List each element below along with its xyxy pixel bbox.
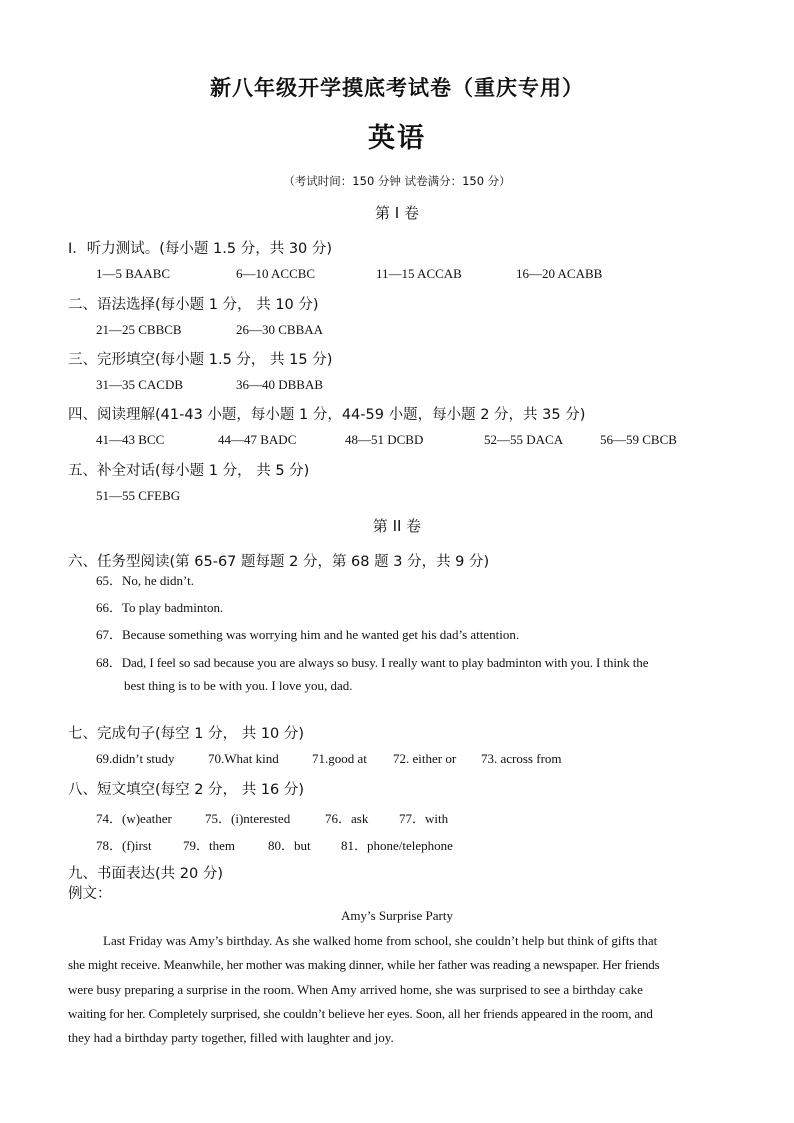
section-8-answer: 74．(w)eather xyxy=(96,811,172,826)
section-6-answer: 66．To play badminton. xyxy=(96,600,224,615)
section-8-answer: 76．ask xyxy=(325,811,369,826)
section-5-heading: 五、补全对话(每小题 1 分， 共 5 分) xyxy=(68,463,310,479)
section-1-answer: 6—10 ACCBC xyxy=(236,266,316,281)
section-9-heading: 九、书面表达(共 20 分) xyxy=(68,866,223,882)
section-7-answer: 70.What kind xyxy=(208,751,279,766)
section-2-answer: 21—25 CBBCB xyxy=(96,322,182,337)
section-3-heading: 三、完形填空(每小题 1.5 分， 共 15 分) xyxy=(68,352,333,368)
exam-info: （考试时间：150 分钟 试卷满分：150 分） xyxy=(283,174,511,188)
section-6-answer: 65．No, he didn’t. xyxy=(96,573,194,588)
essay-line: she might receive. Meanwhile, her mother was making dinner, while her father was reading a newspaper. Her friends xyxy=(68,957,660,972)
section-4-answer: 44—47 BADC xyxy=(218,432,297,447)
essay-line: Last Friday was Amy’s birthday. As she walked home from school, she couldn’t help but think of gifts that xyxy=(103,933,658,948)
section-6-answer: 68．Dad, I feel so sad because you are always so busy. I really want to play badminton with you. I think the xyxy=(96,655,649,670)
essay-line: waiting for her. Completely surprised, she couldn’t believe her eyes. Soon, all her friends appeared in the room, and xyxy=(68,1006,653,1021)
section-7-answer: 71.good at xyxy=(312,751,367,766)
volume-1-label: 第 I 卷 xyxy=(375,204,419,222)
volume-2-label: 第 II 卷 xyxy=(372,517,422,535)
section-2-answer: 26—30 CBBAA xyxy=(236,322,324,337)
section-6-heading: 六、任务型阅读(第 65-67 题每题 2 分，第 68 题 3 分，共 9 分) xyxy=(68,554,490,570)
section-8-answer: 80．but xyxy=(268,838,311,853)
section-1-answer: 1—5 BAABC xyxy=(96,266,171,281)
exam-title: 新八年级开学摸底考试卷（重庆专用） xyxy=(210,76,584,100)
section-5-answer: 51—55 CFEBG xyxy=(96,488,181,503)
section-8-answer: 78．(f)irst xyxy=(96,838,152,853)
section-8-heading: 八、短文填空(每空 2 分， 共 16 分) xyxy=(68,782,305,798)
section-4-answer: 56—59 CBCB xyxy=(600,432,677,447)
section-4-heading: 四、阅读理解(41-43 小题，每小题 1 分，44-59 小题，每小题 2 分，共 35 分) xyxy=(68,407,586,423)
section-1-answer: 11—15 ACCAB xyxy=(376,266,462,281)
example-label: 例文： xyxy=(68,886,112,902)
section-7-answer: 69.didn’t study xyxy=(96,751,175,766)
section-7-answer: 73. across from xyxy=(481,751,562,766)
essay-line: were busy preparing a surprise in the room. When Amy arrived home, she was surprised to see a birthday cake xyxy=(68,982,643,997)
section-7-heading: 七、完成句子(每空 1 分， 共 10 分) xyxy=(68,726,305,742)
essay-title: Amy’s Surprise Party xyxy=(341,908,453,923)
section-4-answer: 48—51 DCBD xyxy=(345,432,424,447)
section-3-answer: 31—35 CACDB xyxy=(96,377,184,392)
section-6-answer: 67．Because something was worrying him and he wanted get his dad’s attention. xyxy=(96,627,520,642)
section-7-answer: 72. either or xyxy=(393,751,457,766)
section-1-heading: Ⅰ．听力测试。(每小题 1.5 分，共 30 分) xyxy=(68,241,333,257)
section-6-answer-continued: best thing is to be with you. I love you, dad. xyxy=(124,678,353,693)
essay-line: they had a birthday party together, filled with laughter and joy. xyxy=(68,1030,394,1045)
section-4-answer: 52—55 DACA xyxy=(484,432,564,447)
section-3-answer: 36—40 DBBAB xyxy=(236,377,324,392)
section-8-answer: 77．with xyxy=(399,811,449,826)
section-1-answer: 16—20 ACABB xyxy=(516,266,603,281)
section-8-answer: 75．(i)nterested xyxy=(205,811,291,826)
section-2-heading: 二、语法选择(每小题 1 分， 共 10 分) xyxy=(68,297,319,313)
section-8-answer: 81．phone/telephone xyxy=(341,838,453,853)
section-4-answer: 41—43 BCC xyxy=(96,432,165,447)
section-8-answer: 79．them xyxy=(183,838,235,853)
subject-title: 英语 xyxy=(368,123,426,154)
